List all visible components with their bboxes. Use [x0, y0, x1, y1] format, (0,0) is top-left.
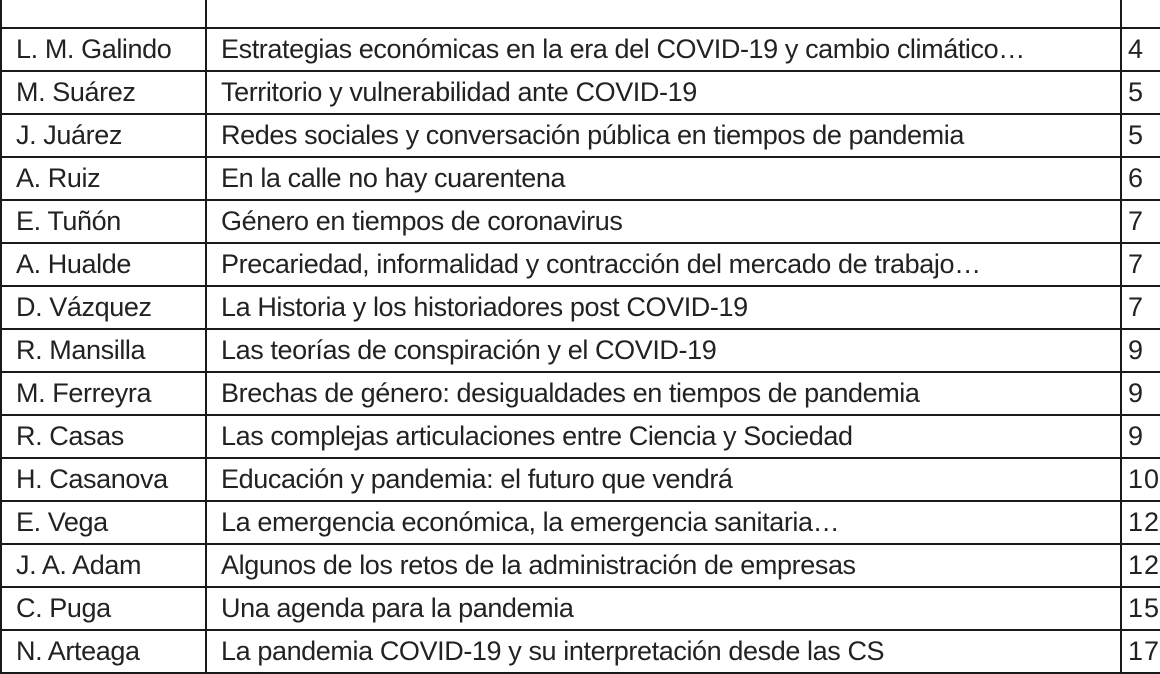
page-number-cell: 15: [1121, 587, 1160, 630]
author-cell: N. Arteaga: [1, 630, 206, 673]
author-cell: D. Vázquez: [1, 286, 206, 329]
author-cell: C. Puga: [1, 587, 206, 630]
author-cell: L. M. Galindo: [1, 28, 206, 71]
title-cell: Territorio y vulnerabilidad ante COVID-19: [206, 71, 1121, 114]
title-cell: La emergencia económica, la emergencia sanitaria…: [206, 501, 1121, 544]
title-cell: Las complejas articulaciones entre Ciencia y Sociedad: [206, 415, 1121, 458]
table-row: [1, 114, 1160, 157]
title-cell: Estrategias económicas en la era del COVID-19 y cambio climático…: [206, 28, 1121, 71]
author-cell: H. Casanova: [1, 458, 206, 501]
table-row: [1, 243, 1160, 286]
table-row: [1, 630, 1160, 673]
page-number-cell: 6: [1121, 157, 1160, 200]
page-number-cell: 12: [1121, 501, 1160, 544]
table-row: [1, 458, 1160, 501]
author-cell: J. A. Adam: [1, 544, 206, 587]
table-row: [1, 71, 1160, 114]
title-cell: La pandemia COVID-19 y su interpretación desde las CS: [206, 630, 1121, 673]
header-row-cut-off: [1, 0, 1160, 28]
table-row: [1, 501, 1160, 544]
author-cell: M. Suárez: [1, 71, 206, 114]
table-row: [1, 200, 1160, 243]
title-cell: En la calle no hay cuarentena: [206, 157, 1121, 200]
page-number-cell: 5: [1121, 71, 1160, 114]
title-cell: Redes sociales y conversación pública en tiempos de pandemia: [206, 114, 1121, 157]
page-number-cell: 10: [1121, 458, 1160, 501]
title-cell: Algunos de los retos de la administración de empresas: [206, 544, 1121, 587]
title-cell: Brechas de género: desigualdades en tiempos de pandemia: [206, 372, 1121, 415]
author-cell: E. Vega: [1, 501, 206, 544]
title-cell: Una agenda para la pandemia: [206, 587, 1121, 630]
table-row: [1, 587, 1160, 630]
author-cell: M. Ferreyra: [1, 372, 206, 415]
table-row: [1, 286, 1160, 329]
title-cell: Precariedad, informalidad y contracción del mercado de trabajo…: [206, 243, 1121, 286]
table-row: [1, 415, 1160, 458]
table-row: [1, 544, 1160, 587]
page-number-cell: 4: [1121, 28, 1160, 71]
page-header-cell: [1121, 0, 1160, 28]
title-cell: Género en tiempos de coronavirus: [206, 200, 1121, 243]
page-number-cell: 9: [1121, 329, 1160, 372]
page-number-cell: 7: [1121, 200, 1160, 243]
page-number-cell: 7: [1121, 286, 1160, 329]
title-header-cell: [206, 0, 1121, 28]
author-cell: A. Ruiz: [1, 157, 206, 200]
title-cell: Las teorías de conspiración y el COVID-19: [206, 329, 1121, 372]
page-number-cell: 7: [1121, 243, 1160, 286]
page-number-cell: 9: [1121, 372, 1160, 415]
author-cell: E. Tuñón: [1, 200, 206, 243]
author-cell: R. Casas: [1, 415, 206, 458]
author-header-cell: [1, 0, 206, 28]
page-number-cell: 5: [1121, 114, 1160, 157]
table-body: [1, 0, 1160, 673]
title-cell: Educación y pandemia: el futuro que vendrá: [206, 458, 1121, 501]
page-number-cell: 9: [1121, 415, 1160, 458]
author-cell: J. Juárez: [1, 114, 206, 157]
table-row: [1, 28, 1160, 71]
table-row: [1, 329, 1160, 372]
table-row: [1, 157, 1160, 200]
title-cell: La Historia y los historiadores post COVID-19: [206, 286, 1121, 329]
author-cell: R. Mansilla: [1, 329, 206, 372]
page-number-cell: 17: [1121, 630, 1160, 673]
author-cell: A. Hualde: [1, 243, 206, 286]
page-number-cell: 12: [1121, 544, 1160, 587]
table-row: [1, 372, 1160, 415]
